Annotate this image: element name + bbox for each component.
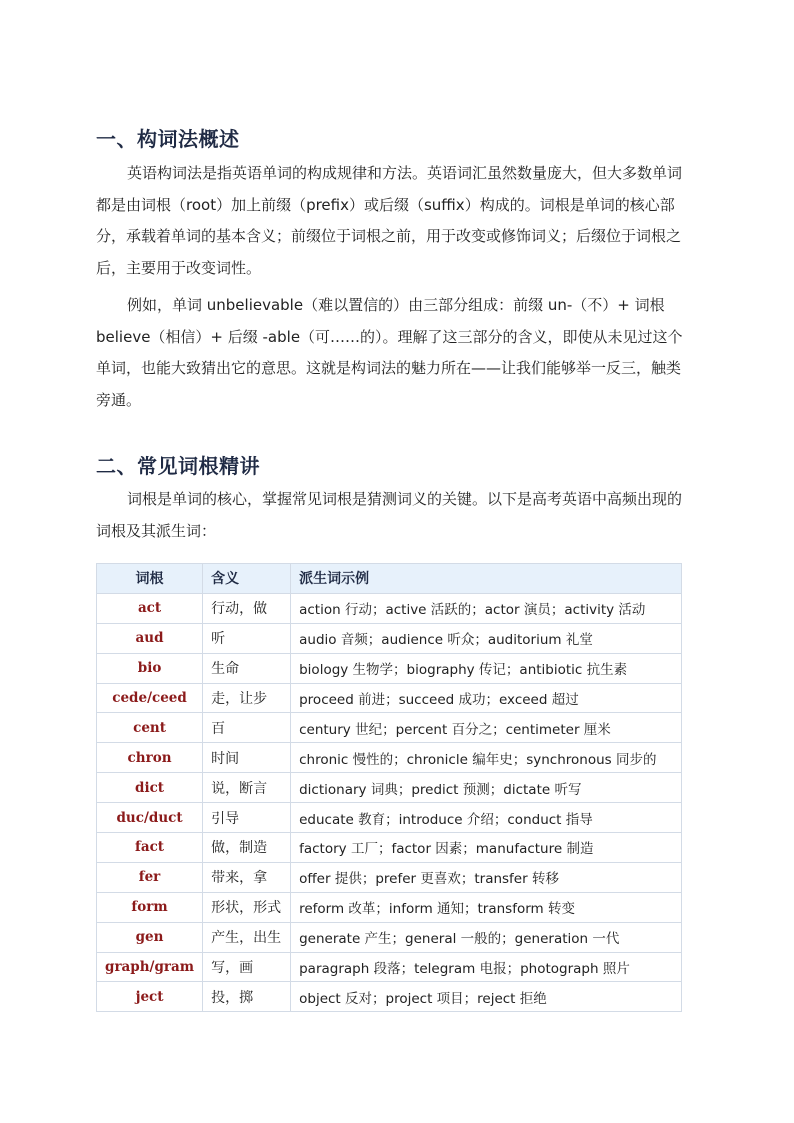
header-examples: 派生词示例 bbox=[291, 564, 682, 594]
meaning-cell: 写，画 bbox=[203, 952, 291, 982]
examples-cell: biology 生物学；biography 传记；antibiotic 抗生素 bbox=[291, 653, 682, 683]
root-cell: chron bbox=[97, 743, 203, 773]
paragraph-roots-intro: 词根是单词的核心，掌握常见词根是猜测词义的关键。以下是高考英语中高频出现的词根及其派生词： bbox=[96, 490, 683, 540]
meaning-cell: 走，让步 bbox=[203, 683, 291, 713]
root-cell: bio bbox=[97, 653, 203, 683]
examples-cell: generate 产生；general 一般的；generation 一代 bbox=[291, 922, 682, 952]
meaning-cell: 听 bbox=[203, 623, 291, 653]
meaning-cell: 百 bbox=[203, 713, 291, 743]
examples-cell: reform 改革；inform 通知；transform 转变 bbox=[291, 892, 682, 922]
root-cell: fact bbox=[97, 833, 203, 863]
word-roots-table bbox=[96, 563, 682, 1012]
table-row bbox=[97, 952, 682, 982]
examples-cell: chronic 慢性的；chronicle 编年史；synchronous 同步的 bbox=[291, 743, 682, 773]
examples-cell: paragraph 段落；telegram 电报；photograph 照片 bbox=[291, 952, 682, 982]
examples-cell: dictionary 词典；predict 预测；dictate 听写 bbox=[291, 773, 682, 803]
section-heading-roots: 二、常见词根精讲 bbox=[96, 454, 260, 478]
meaning-cell: 形状，形式 bbox=[203, 892, 291, 922]
meaning-cell: 产生，出生 bbox=[203, 922, 291, 952]
root-cell: aud bbox=[97, 623, 203, 653]
table-row bbox=[97, 593, 682, 623]
examples-cell: proceed 前进；succeed 成功；exceed 超过 bbox=[291, 683, 682, 713]
meaning-cell: 行动，做 bbox=[203, 593, 291, 623]
header-root: 词根 bbox=[97, 564, 203, 594]
root-cell: cede/ceed bbox=[97, 683, 203, 713]
table-row bbox=[97, 982, 682, 1012]
meaning-cell: 做，制造 bbox=[203, 833, 291, 863]
examples-cell: factory 工厂；factor 因素；manufacture 制造 bbox=[291, 833, 682, 863]
table-row bbox=[97, 653, 682, 683]
root-cell: fer bbox=[97, 862, 203, 892]
paragraph-overview-1: 英语构词法是指英语单词的构成规律和方法。英语词汇虽然数量庞大，但大多数单词都是由词根（root）加上前缀（prefix）或后缀（suffix）构成的。词根是单词的核心部分，承载着单词的基本含义；前缀位于词根之前，用于改变或修饰词义；后缀位于词根之后，主要用于改变词性。 bbox=[96, 164, 683, 277]
table-row bbox=[97, 922, 682, 952]
root-cell: dict bbox=[97, 773, 203, 803]
root-cell: form bbox=[97, 892, 203, 922]
examples-cell: century 世纪；percent 百分之；centimeter 厘米 bbox=[291, 713, 682, 743]
meaning-cell: 时间 bbox=[203, 743, 291, 773]
examples-cell: object 反对；project 项目；reject 拒绝 bbox=[291, 982, 682, 1012]
meaning-cell: 带来，拿 bbox=[203, 862, 291, 892]
table-row bbox=[97, 803, 682, 833]
table-row bbox=[97, 683, 682, 713]
root-cell: gen bbox=[97, 922, 203, 952]
table-row bbox=[97, 892, 682, 922]
table-header-row bbox=[97, 564, 682, 594]
root-cell: ject bbox=[97, 982, 203, 1012]
root-cell: cent bbox=[97, 713, 203, 743]
table-row bbox=[97, 862, 682, 892]
table-row bbox=[97, 623, 682, 653]
header-meaning: 含义 bbox=[203, 564, 291, 594]
meaning-cell: 引导 bbox=[203, 803, 291, 833]
root-cell: act bbox=[97, 593, 203, 623]
paragraph-overview-2: 例如，单词 unbelievable（难以置信的）由三部分组成：前缀 un-（不）+ 词根 believe（相信）+ 后缀 -able（可……的）。理解了这三部分的含义，即使从未见过这个单词，也能大致猜出它的意思。这就是构词法的魅力所在——让我们能够举一反三，触类旁通。 bbox=[96, 296, 683, 409]
meaning-cell: 生命 bbox=[203, 653, 291, 683]
table-row bbox=[97, 743, 682, 773]
root-cell: graph/gram bbox=[97, 952, 203, 982]
examples-cell: action 行动；active 活跃的；actor 演员；activity 活动 bbox=[291, 593, 682, 623]
root-cell: duc/duct bbox=[97, 803, 203, 833]
meaning-cell: 投，掷 bbox=[203, 982, 291, 1012]
examples-cell: offer 提供；prefer 更喜欢；transfer 转移 bbox=[291, 862, 682, 892]
section-heading-overview: 一、构词法概述 bbox=[96, 127, 240, 151]
meaning-cell: 说，断言 bbox=[203, 773, 291, 803]
table-row bbox=[97, 713, 682, 743]
examples-cell: educate 教育；introduce 介绍；conduct 指导 bbox=[291, 803, 682, 833]
table-row bbox=[97, 833, 682, 863]
table-row bbox=[97, 773, 682, 803]
examples-cell: audio 音频；audience 听众；auditorium 礼堂 bbox=[291, 623, 682, 653]
